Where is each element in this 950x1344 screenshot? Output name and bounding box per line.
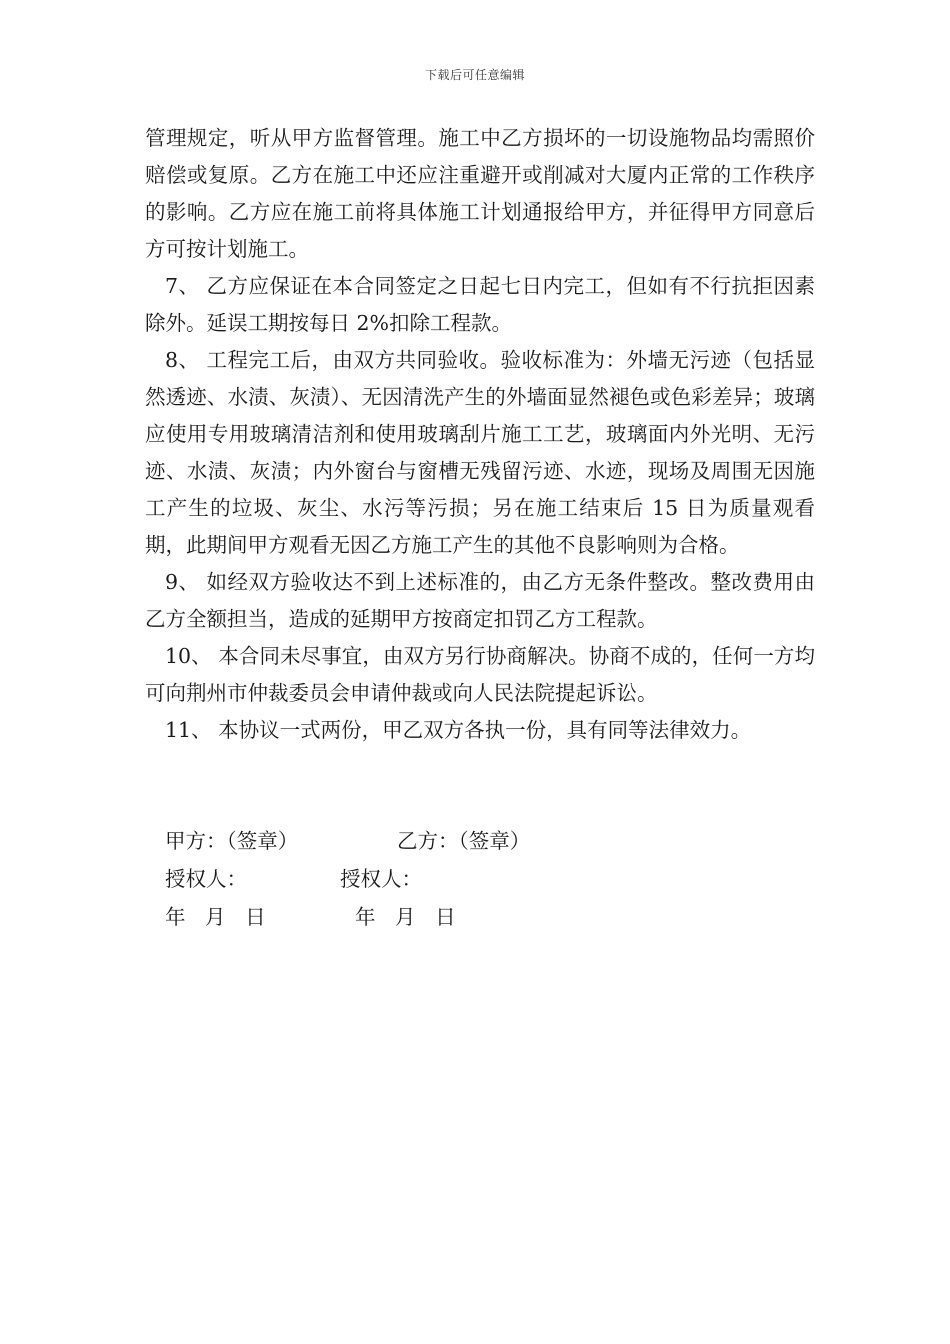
clause-10: 10、 本合同未尽事宜，由双方另行协商解决。协商不成的，任何一方均可向荆州市仲裁委员会申请仲裁或向人民法院提起诉讼。 (145, 644, 815, 705)
party-a-seal-label: 甲方：（签章） (165, 829, 299, 853)
contract-body (145, 120, 815, 749)
paragraph-management-rules: 管理规定，听从甲方监督管理。施工中乙方损坏的一切设施物品均需照价赔偿或复原。乙方在施工中还应注重避开或削减对大厦内正常的工作秩序的影响。乙方应在施工前将具体施工计划通报给甲方，并征得甲方同意后方可按计划施工。 (145, 126, 815, 261)
clause-7: 7、 乙方应保证在本合同签定之日起七日内完工，但如有不行抗拒因素除外。延误工期按每日 2%扣除工程款。 (145, 274, 815, 335)
party-a-date: 年 月 日 (165, 905, 266, 929)
clause-8: 8、 工程完工后，由双方共同验收。验收标准为：外墙无污迹（包括显然透迹、水渍、灰渍）、无因清洗产生的外墙面显然褪色或色彩差异；玻璃应使用专用玻璃清洁剂和使用玻璃刮片施工工艺，玻璃面内外光明、无污迹、水渍、灰渍；内外窗台与窗槽无残留污迹、水迹，现场及周围无因施工产生的垃圾、灰尘、水污等污损；另在施工结束后 15 日为质量观看期，此期间甲方观看无因乙方施工产生的其他不良影响则为合格。 (145, 348, 815, 557)
clause-11: 11、 本协议一式两份，甲乙双方各执一份，具有同等法律效力。 (165, 718, 752, 742)
party-b-date: 年 月 日 (355, 905, 456, 929)
party-a-authorized-label: 授权人： (165, 867, 247, 891)
signature-row-seal (165, 822, 625, 860)
signature-row-date (165, 898, 625, 936)
signature-row-authorized (165, 860, 625, 898)
clause-9: 9、 如经双方验收达不到上述标准的，由乙方无条件整改。整改费用由乙方全额担当，造成的延期甲方按商定扣罚乙方工程款。 (145, 570, 815, 631)
party-b-authorized-label: 授权人： (340, 867, 422, 891)
signature-block (165, 822, 625, 936)
party-b-seal-label: 乙方：（签章） (397, 829, 531, 853)
page-header: 下载后可任意编辑 (424, 68, 525, 82)
